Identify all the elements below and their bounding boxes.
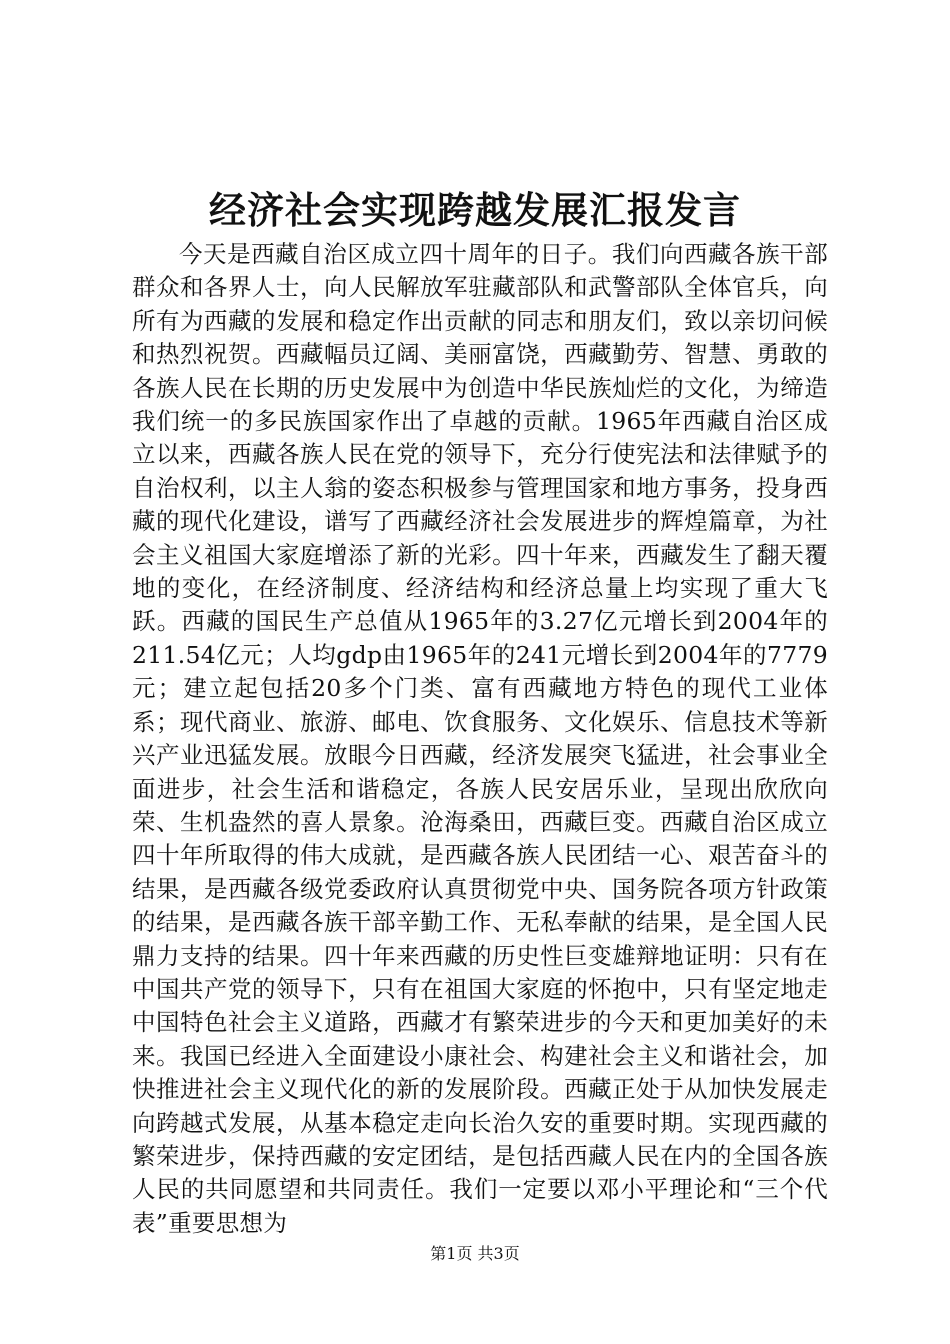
page-number-footer: 第1页 共3页: [430, 1244, 520, 1263]
document-body-paragraph: 今天是西藏自治区成立四十周年的日子。我们向西藏各族干部群众和各界人士，向人民解放军驻藏部队和武警部队全体官兵，向所有为西藏的发展和稳定作出贡献的同志和朋友们，致以亲切问候和热烈祝贺。西藏幅员辽阔、美丽富饶，西藏勤劳、智慧、勇敢的各族人民在长期的历史发展中为创造中华民族灿烂的文化，为缔造我们统一的多民族国家作出了卓越的贡献。1965年西藏自治区成立以来，西藏各族人民在党的领导下，充分行使宪法和法律赋予的自治权利，以主人翁的姿态积极参与管理国家和地方事务，投身西藏的现代化建设，谱写了西藏经济社会发展进步的辉煌篇章，为社会主义祖国大家庭增添了新的光彩。四十年来，西藏发生了翻天覆地的变化，在经济制度、经济结构和经济总量上均实现了重大飞跃。西藏的国民生产总值从1965年的3.27亿元增长到2004年的211.54亿元；人均gdp由1965年的241元增长到2004年的7779元；建立起包括20多个门类、富有西藏地方特色的现代工业体系；现代商业、旅游、邮电、饮食服务、文化娱乐、信息技术等新兴产业迅猛发展。放眼今日西藏，经济发展突飞猛进，社会事业全面进步，社会生活和谐稳定，各族人民安居乐业，呈现出欣欣向荣、生机盎然的喜人景象。沧海桑田，西藏巨变。西藏自治区成立四十年所取得的伟大成就，是西藏各族人民团结一心、艰苦奋斗的结果，是西藏各级党委政府认真贯彻党中央、国务院各项方针政策的结果，是西藏各族干部辛勤工作、无私奉献的结果，是全国人民鼎力支持的结果。四十年来西藏的历史性巨变雄辩地证明：只有在中国共产党的领导下，只有在祖国大家庭的怀抱中，只有坚定地走中国特色社会主义道路，西藏才有繁荣进步的今天和更加美好的未来。我国已经进入全面建设小康社会、构建社会主义和谐社会，加快推进社会主义现代化的新的发展阶段。西藏正处于从加快发展走向跨越式发展，从基本稳定走向长治久安的重要时期。实现西藏的繁荣进步，保持西藏的安定团结，是包括西藏人民在内的全国各族人民的共同愿望和共同责任。我们一定要以邓小平理论和“三个代表”重要思想为: [132, 240, 828, 1237]
document-title: 经济社会实现跨越发展汇报发言: [209, 188, 741, 232]
